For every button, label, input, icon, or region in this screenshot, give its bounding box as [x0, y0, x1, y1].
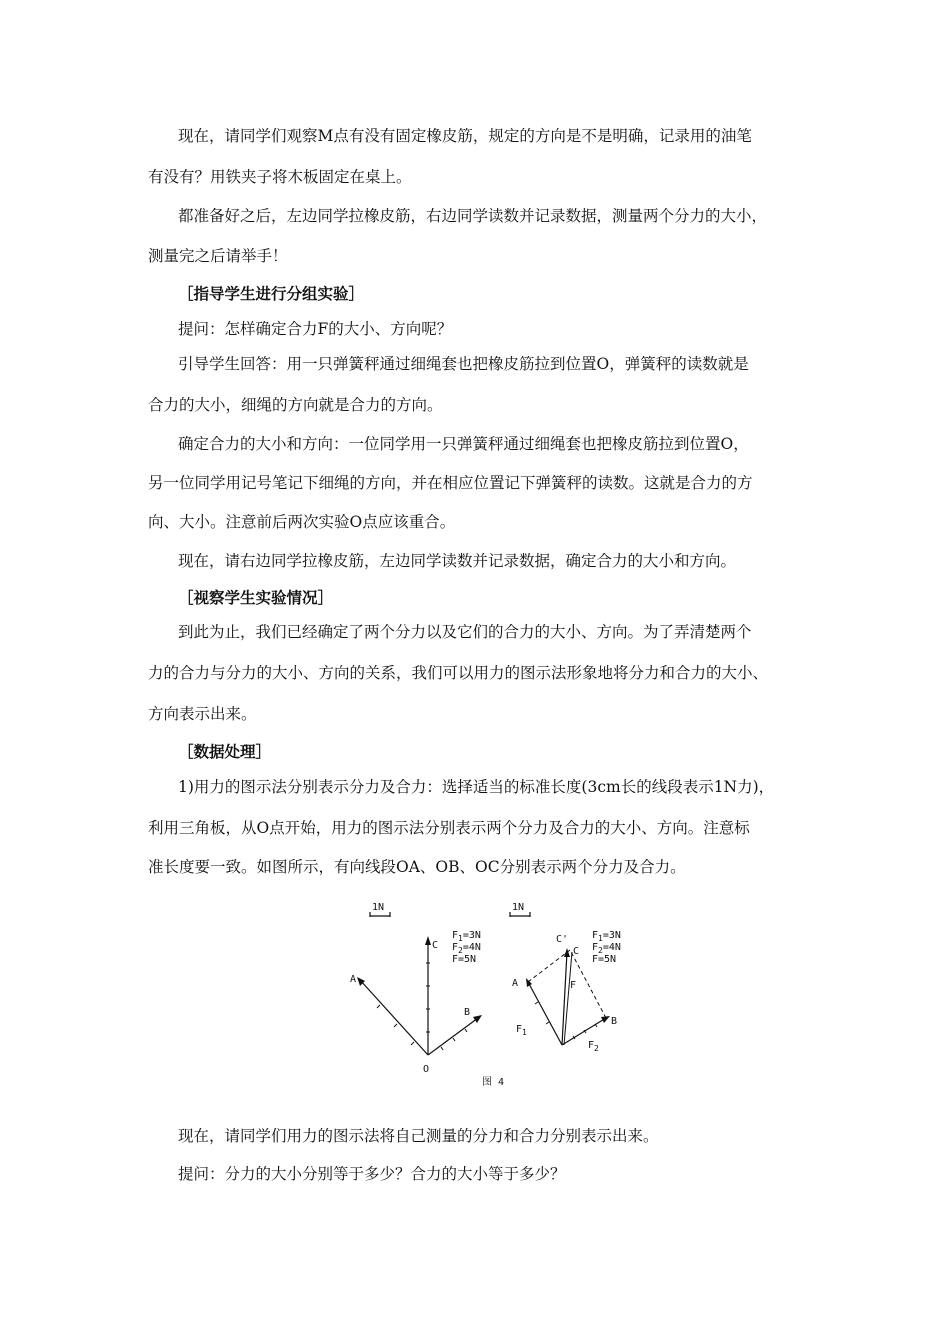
paragraph-line: 1)用力的图示法分别表示分力及合力：选择适当的标准长度(3cm长的线段表示1N力)，: [178, 778, 775, 796]
label-C-left: C: [432, 940, 439, 951]
paragraph-line: 合力的大小，细绳的方向就是合力的方向。: [148, 396, 443, 414]
paragraph-line: 都准备好之后，左边同学拉橡皮筋，右边同学读数并记录数据，测量两个分力的大小，: [178, 207, 768, 225]
label-A-left: A: [350, 974, 357, 985]
label-F1: $F_1$: [516, 1024, 527, 1037]
label-B-left: B: [464, 1007, 471, 1018]
paragraph-line: 现在，请右边同学拉橡皮筋，左边同学读数并记录数据，确定合力的大小和方向。: [178, 552, 737, 570]
label-O: O: [423, 1064, 430, 1075]
paragraph-line: 有没有？用铁夹子将木板固定在桌上。: [148, 168, 412, 186]
right-force-diagram: [510, 902, 621, 1053]
paragraph-line: 测量完之后请举手！: [148, 247, 288, 265]
label-F2: $F_2$: [588, 1040, 599, 1053]
legend-f-right: F=5N: [592, 954, 617, 965]
legend-f2-right: $F_2=4N$: [592, 942, 621, 955]
paragraph-line: 现在，请同学们观察M点有没有固定橡皮筋，规定的方向是不是明确，记录用的油笔: [178, 127, 752, 145]
legend-f1-left: $F_1=3N$: [452, 930, 481, 943]
arrowhead-C-right: [564, 948, 570, 957]
vector-F: [562, 952, 567, 1045]
paragraph-line: 力的合力与分力的大小、方向的关系，我们可以用力的图示法形象地将分力和合力的大小、: [148, 664, 769, 682]
legend-f1-right: $F_1=3N$: [592, 930, 621, 943]
section-heading: ［视察学生实验情况］: [178, 588, 334, 607]
arrowhead-B: [473, 1015, 482, 1023]
legend-f2-left: $F_2=4N$: [452, 942, 481, 955]
paragraph-line: 方向表示出来。: [148, 705, 257, 723]
paragraph-line: 提问：怎样确定合力F的大小、方向呢？: [178, 320, 453, 338]
vector-OA: [360, 980, 428, 1055]
scale-label-right: 1N: [512, 902, 525, 913]
vector-OB: [428, 1018, 478, 1055]
label-F: F: [570, 980, 577, 991]
tick-marks-left: [377, 963, 467, 1050]
arrowhead-C: [425, 936, 431, 945]
label-A-right: A: [512, 978, 519, 989]
arrowhead-A-right: [526, 978, 532, 987]
label-C-right: C: [573, 946, 580, 957]
paragraph-line: 向、大小。注意前后两次实验O点应该重合。: [148, 513, 456, 531]
vector-Cprime: [564, 952, 572, 1045]
label-B-right: B: [611, 1016, 618, 1027]
dashed-AC: [528, 950, 570, 982]
force-diagram-figure: [330, 890, 650, 1090]
label-Cprime: C': [556, 934, 569, 945]
section-heading: ［数据处理］: [178, 742, 272, 761]
vector-F2: [562, 1018, 606, 1045]
section-heading: ［指导学生进行分组实验］: [178, 284, 365, 303]
left-force-diagram: [350, 902, 482, 1075]
legend-f-left: F=5N: [452, 954, 477, 965]
paragraph-line: 到此为止，我们已经确定了两个分力以及它们的合力的大小、方向。为了弄清楚两个: [178, 623, 752, 641]
paragraph-line: 提问：分力的大小分别等于多少？合力的大小等于多少？: [178, 1165, 566, 1183]
paragraph-line: 引导学生回答：用一只弹簧秤通过细绳套也把橡皮筋拉到位置O，弹簧秤的读数就是: [178, 355, 749, 373]
paragraph-line: 确定合力的大小和方向：一位同学用一只弹簧秤通过细绳套也把橡皮筋拉到位置O，: [178, 435, 749, 453]
paragraph-line: 利用三角板，从O点开始，用力的图示法分别表示两个分力及合力的大小、方向。注意标: [148, 819, 750, 837]
paragraph-line: 另一位同学用记号笔记下细绳的方向，并在相应位置记下弹簧秤的读数。这就是合力的方: [148, 474, 753, 492]
paragraph-line: 准长度要一致。如图所示，有向线段OA、OB、OC分别表示两个分力及合力。: [148, 858, 686, 876]
force-diagram-svg: [330, 890, 650, 1090]
figure-caption: 图 4: [482, 1077, 505, 1088]
paragraph-line: 现在，请同学们用力的图示法将自己测量的分力和合力分别表示出来。: [178, 1127, 659, 1145]
vector-F1: [528, 982, 562, 1045]
scale-label-left: 1N: [372, 902, 385, 913]
